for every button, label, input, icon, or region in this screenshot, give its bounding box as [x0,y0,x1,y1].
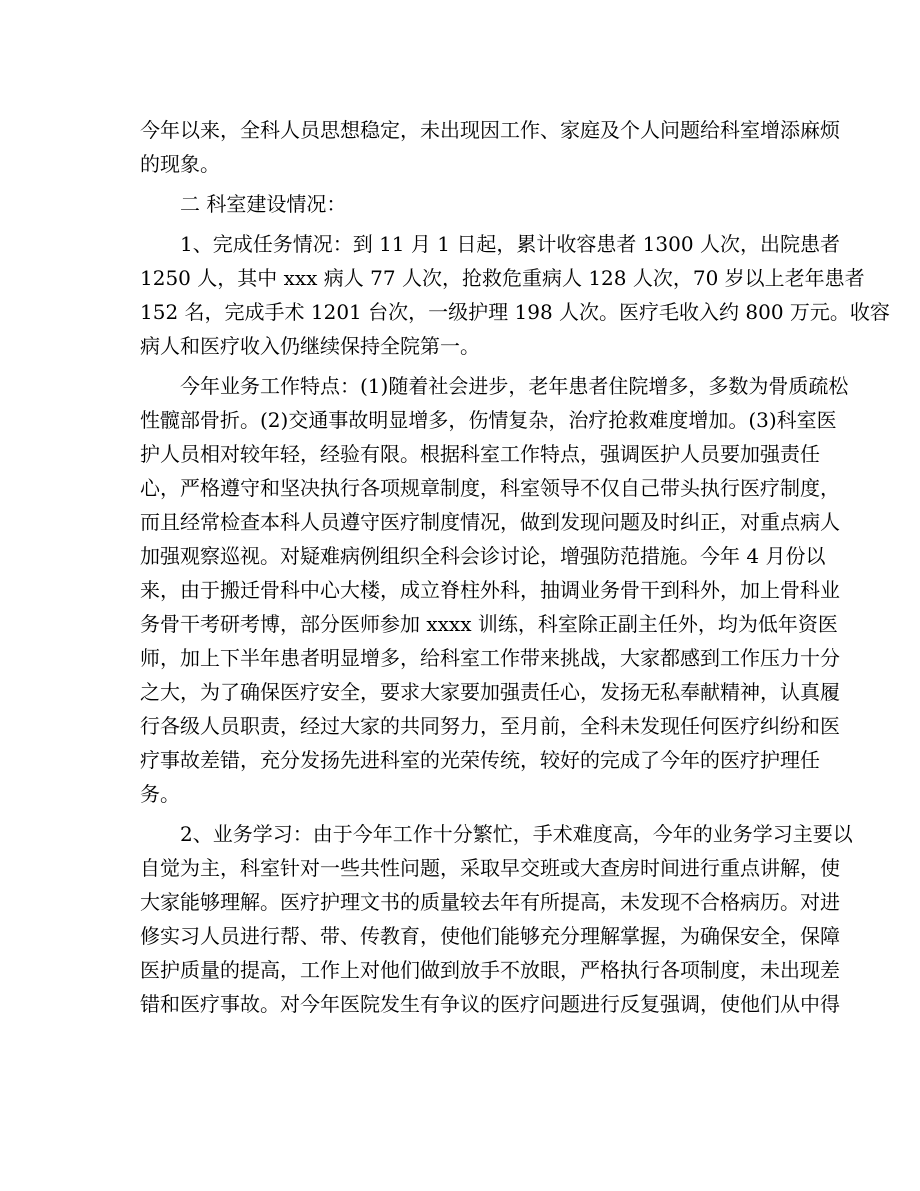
text-line: 行各级人员职责，经过大家的共同努力，至月前，全科未发现任何医疗纠纷和医 [140,714,840,738]
text-line: 务。 [140,782,180,806]
text-line: 152 名，完成手术 1201 台次，一级护理 198 人次。医疗毛收入约 800 万元。收容 [140,300,890,324]
text-line: 1、完成任务情况：到 11 月 1 日起，累计收容患者 1300 人次，出院患者 [140,232,840,256]
text-line: 病人和医疗收入仍继续保持全院第一。 [140,334,480,358]
text-line: 今年业务工作特点：(1)随着社会进步，老年患者住院增多，多数为骨质疏松 [140,374,849,398]
text-line: 2、业务学习：由于今年工作十分繁忙，手术难度高，今年的业务学习主要以 [140,822,853,846]
text-line: 心，严格遵守和坚决执行各项规章制度，科室领导不仅自己带头执行医疗制度， [140,476,840,500]
paragraph [140,369,849,811]
text-line: 自觉为主，科室针对一些共性问题，采取早交班或大查房时间进行重点讲解，使 [140,856,840,880]
paragraph [140,817,853,1021]
text-line: 修实习人员进行帮、带、传教育，使他们能够充分理解掌握，为确保安全，保障 [140,924,840,948]
paragraph [140,113,840,181]
text-line: 而且经常检查本科人员遵守医疗制度情况，做到发现问题及时纠正，对重点病人 [140,510,840,534]
text-line: 来，由于搬迁骨科中心大楼，成立脊柱外科，抽调业务骨干到科外，加上骨科业 [140,578,840,602]
paragraph [140,187,785,221]
text-line: 护人员相对较年轻，经验有限。根据科室工作特点，强调医护人员要加强责任 [140,442,820,466]
text-line: 今年以来，全科人员思想稳定，未出现因工作、家庭及个人问题给科室增添麻烦 [140,118,840,142]
text-line: 师，加上下半年患者明显增多，给科室工作带来挑战，大家都感到工作压力十分 [140,646,840,670]
text-line: 1250 人，其中 xxx 病人 77 人次，抢救危重病人 128 人次，70 岁以上老年患者 [140,266,865,290]
text-line: 疗事故差错，充分发扬先进科室的光荣传统，较好的完成了今年的医疗护理任 [140,748,820,772]
text-line: 大家能够理解。医疗护理文书的质量较去年有所提高，未发现不合格病历。对进 [140,890,840,914]
text-line: 医护质量的提高，工作上对他们做到放手不放眼，严格执行各项制度，未出现差 [140,958,840,982]
text-line: 的现象。 [140,152,220,176]
text-line: 之大，为了确保医疗安全，要求大家要加强责任心，发扬无私奉献精神，认真履 [140,680,840,704]
text-line: 二 科室建设情况： [140,192,347,216]
text-line: 错和医疗事故。对今年医院发生有争议的医疗问题进行反复强调，使他们从中得 [140,992,840,1016]
text-line: 务骨干考研考博，部分医师参加 xxxx 训练，科室除正副主任外，均为低年资医 [140,612,838,636]
text-line: 加强观察巡视。对疑难病例组织全科会诊讨论，增强防范措施。今年 4 月份以 [140,544,826,568]
paragraph [140,227,890,363]
text-line: 性髋部骨折。(2)交通事故明显增多，伤情复杂，治疗抢救难度增加。(3)科室医 [140,408,837,432]
document-body [140,113,890,1021]
